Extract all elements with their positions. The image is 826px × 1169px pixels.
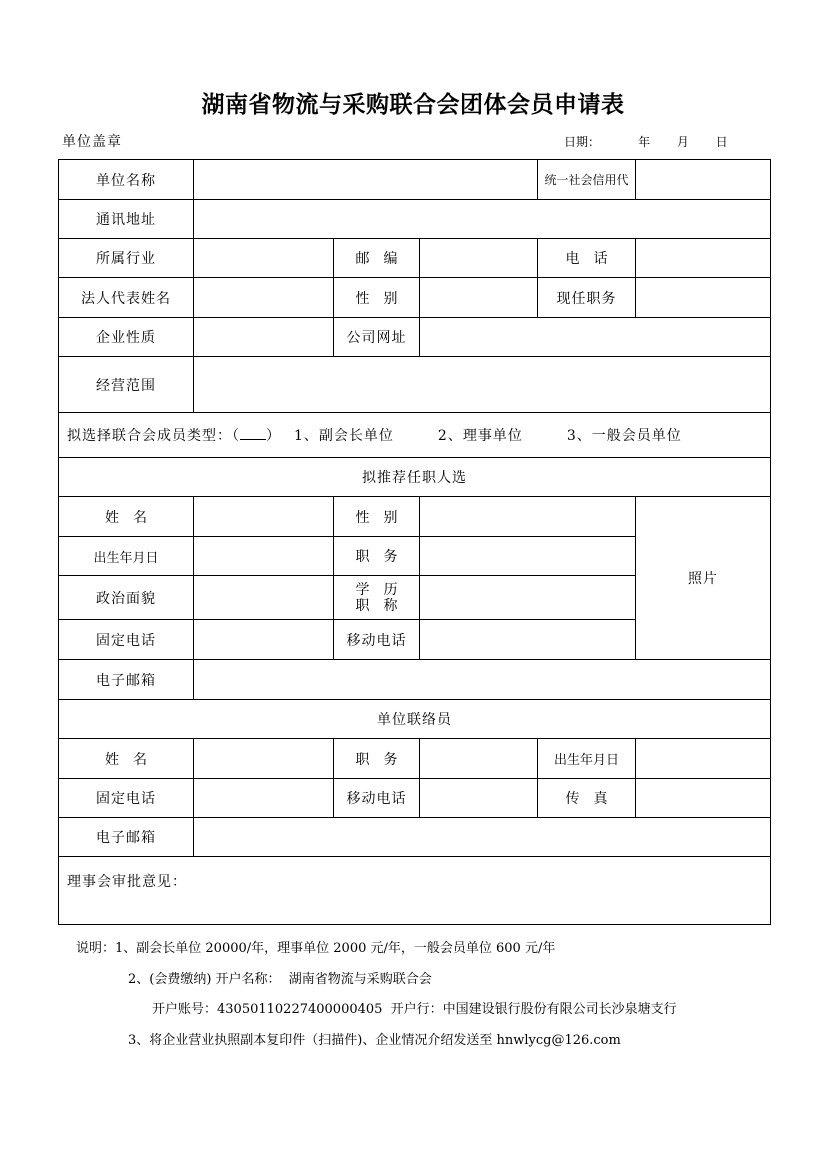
- row-liaison-title: [59, 700, 771, 739]
- candidate-email-label: 电子邮箱: [59, 660, 194, 700]
- liaison-section-title: 单位联络员: [59, 700, 771, 739]
- liaison-birth-field[interactable]: [636, 739, 771, 779]
- row-approval: [59, 857, 771, 925]
- title-label: 职 称: [355, 597, 398, 614]
- row-candidate-email: [59, 660, 771, 700]
- row-scope: [59, 357, 771, 413]
- note-line-4: 3、将企业营业执照副本复印件（扫描件)、企业情况介绍发送至 hnwlycg@126.com: [128, 1032, 621, 1048]
- row-candidate-title: [59, 458, 771, 497]
- day-label: 日: [715, 135, 728, 149]
- current-position-label: 现任职务: [538, 278, 636, 318]
- candidate-position-field[interactable]: [420, 537, 636, 576]
- member-type-prefix: 拟选择联合会成员类型：（: [67, 428, 240, 444]
- row-candidate-name: [59, 497, 771, 537]
- candidate-mobile-label: 移动电话: [334, 620, 420, 660]
- row-liaison-email: [59, 818, 771, 857]
- note-line-2: 2、(会费缴纳) 开户名称： 湖南省物流与采购联合会: [128, 971, 432, 987]
- member-type-option-2: 2、理事单位: [437, 428, 523, 444]
- row-liaison-phone: [59, 779, 771, 818]
- photo-box[interactable]: 照片: [636, 497, 771, 660]
- candidate-gender-label: 性 别: [334, 497, 420, 537]
- member-type-option-3: 3、一般会员单位: [566, 428, 682, 444]
- website-field[interactable]: [420, 318, 771, 357]
- industry-label: 所属行业: [59, 239, 194, 278]
- row-industry: [59, 239, 771, 278]
- approval-label: 理事会审批意见：: [67, 874, 187, 890]
- candidate-position-label: 职 务: [334, 537, 420, 576]
- postcode-field[interactable]: [420, 239, 538, 278]
- row-member-type: [59, 413, 771, 458]
- year-label: 年: [638, 135, 651, 149]
- candidate-landline-label: 固定电话: [59, 620, 194, 660]
- current-position-field[interactable]: [636, 278, 771, 318]
- liaison-name-label: 姓 名: [59, 739, 194, 779]
- application-form-table: [58, 159, 771, 925]
- candidate-section-title: 拟推荐任职人选: [59, 458, 771, 497]
- liaison-name-field[interactable]: [194, 739, 334, 779]
- liaison-fax-label: 传 真: [538, 779, 636, 818]
- row-liaison-name: [59, 739, 771, 779]
- phone-field[interactable]: [636, 239, 771, 278]
- address-field[interactable]: [194, 200, 771, 239]
- address-label: 通讯地址: [59, 200, 194, 239]
- seal-label: 单位盖章: [62, 134, 122, 150]
- nature-field[interactable]: [194, 318, 334, 357]
- liaison-email-field[interactable]: [194, 818, 771, 857]
- member-type-blank[interactable]: [240, 426, 266, 440]
- political-label: 政治面貌: [59, 576, 194, 620]
- education-label: 学 历: [355, 581, 398, 598]
- date-line: [564, 133, 728, 150]
- liaison-mobile-label: 移动电话: [334, 779, 420, 818]
- date-label: 日期：: [564, 135, 601, 149]
- legal-rep-gender-field[interactable]: [420, 278, 538, 318]
- unit-name-label: 单位名称: [59, 160, 194, 200]
- notes-block: [76, 934, 677, 1056]
- scope-label: 经营范围: [59, 357, 194, 413]
- candidate-name-label: 姓 名: [59, 497, 194, 537]
- member-type-suffix: ）: [266, 428, 280, 444]
- legal-rep-gender-label: 性 别: [334, 278, 420, 318]
- unit-name-field[interactable]: [194, 160, 538, 200]
- nature-label: 企业性质: [59, 318, 194, 357]
- candidate-email-field[interactable]: [194, 660, 771, 700]
- candidate-mobile-field[interactable]: [420, 620, 636, 660]
- liaison-landline-field[interactable]: [194, 779, 334, 818]
- row-nature: [59, 318, 771, 357]
- row-legal-rep: [59, 278, 771, 318]
- candidate-landline-field[interactable]: [194, 620, 334, 660]
- credit-code-label: 统一社会信用代: [538, 160, 636, 200]
- candidate-birth-field[interactable]: [194, 537, 334, 576]
- row-unit-name: [59, 160, 771, 200]
- row-address: [59, 200, 771, 239]
- liaison-position-label: 职 务: [334, 739, 420, 779]
- form-title: 湖南省物流与采购联合会团体会员申请表: [201, 92, 625, 118]
- liaison-email-label: 电子邮箱: [59, 818, 194, 857]
- political-field[interactable]: [194, 576, 334, 620]
- education-title-label-cell: [334, 576, 420, 620]
- note-line-3: 开户账号：43050110227400000405 开户行：中国建设银行股份有限公司长沙泉塘支行: [152, 1002, 677, 1017]
- candidate-gender-field[interactable]: [420, 497, 636, 537]
- industry-field[interactable]: [194, 239, 334, 278]
- approval-cell[interactable]: [59, 857, 771, 925]
- credit-code-field[interactable]: [636, 160, 771, 200]
- member-type-option-1: 1、副会长单位: [294, 428, 394, 444]
- website-label: 公司网址: [334, 318, 420, 357]
- note-line-1: 说明：1、副会长单位 20000/年，理事单位 2000 元/年，一般会员单位 600 元/年: [76, 941, 556, 956]
- education-title-field[interactable]: [420, 576, 636, 620]
- liaison-mobile-field[interactable]: [420, 779, 538, 818]
- liaison-landline-label: 固定电话: [59, 779, 194, 818]
- phone-label: 电 话: [538, 239, 636, 278]
- liaison-birth-label: 出生年月日: [538, 739, 636, 779]
- candidate-birth-label: 出生年月日: [59, 537, 194, 576]
- member-type-cell: [59, 413, 771, 458]
- legal-rep-field[interactable]: [194, 278, 334, 318]
- month-label: 月: [676, 135, 689, 149]
- liaison-fax-field[interactable]: [636, 779, 771, 818]
- scope-field[interactable]: [194, 357, 771, 413]
- postcode-label: 邮 编: [334, 239, 420, 278]
- liaison-position-field[interactable]: [420, 739, 538, 779]
- legal-rep-label: 法人代表姓名: [59, 278, 194, 318]
- candidate-name-field[interactable]: [194, 497, 334, 537]
